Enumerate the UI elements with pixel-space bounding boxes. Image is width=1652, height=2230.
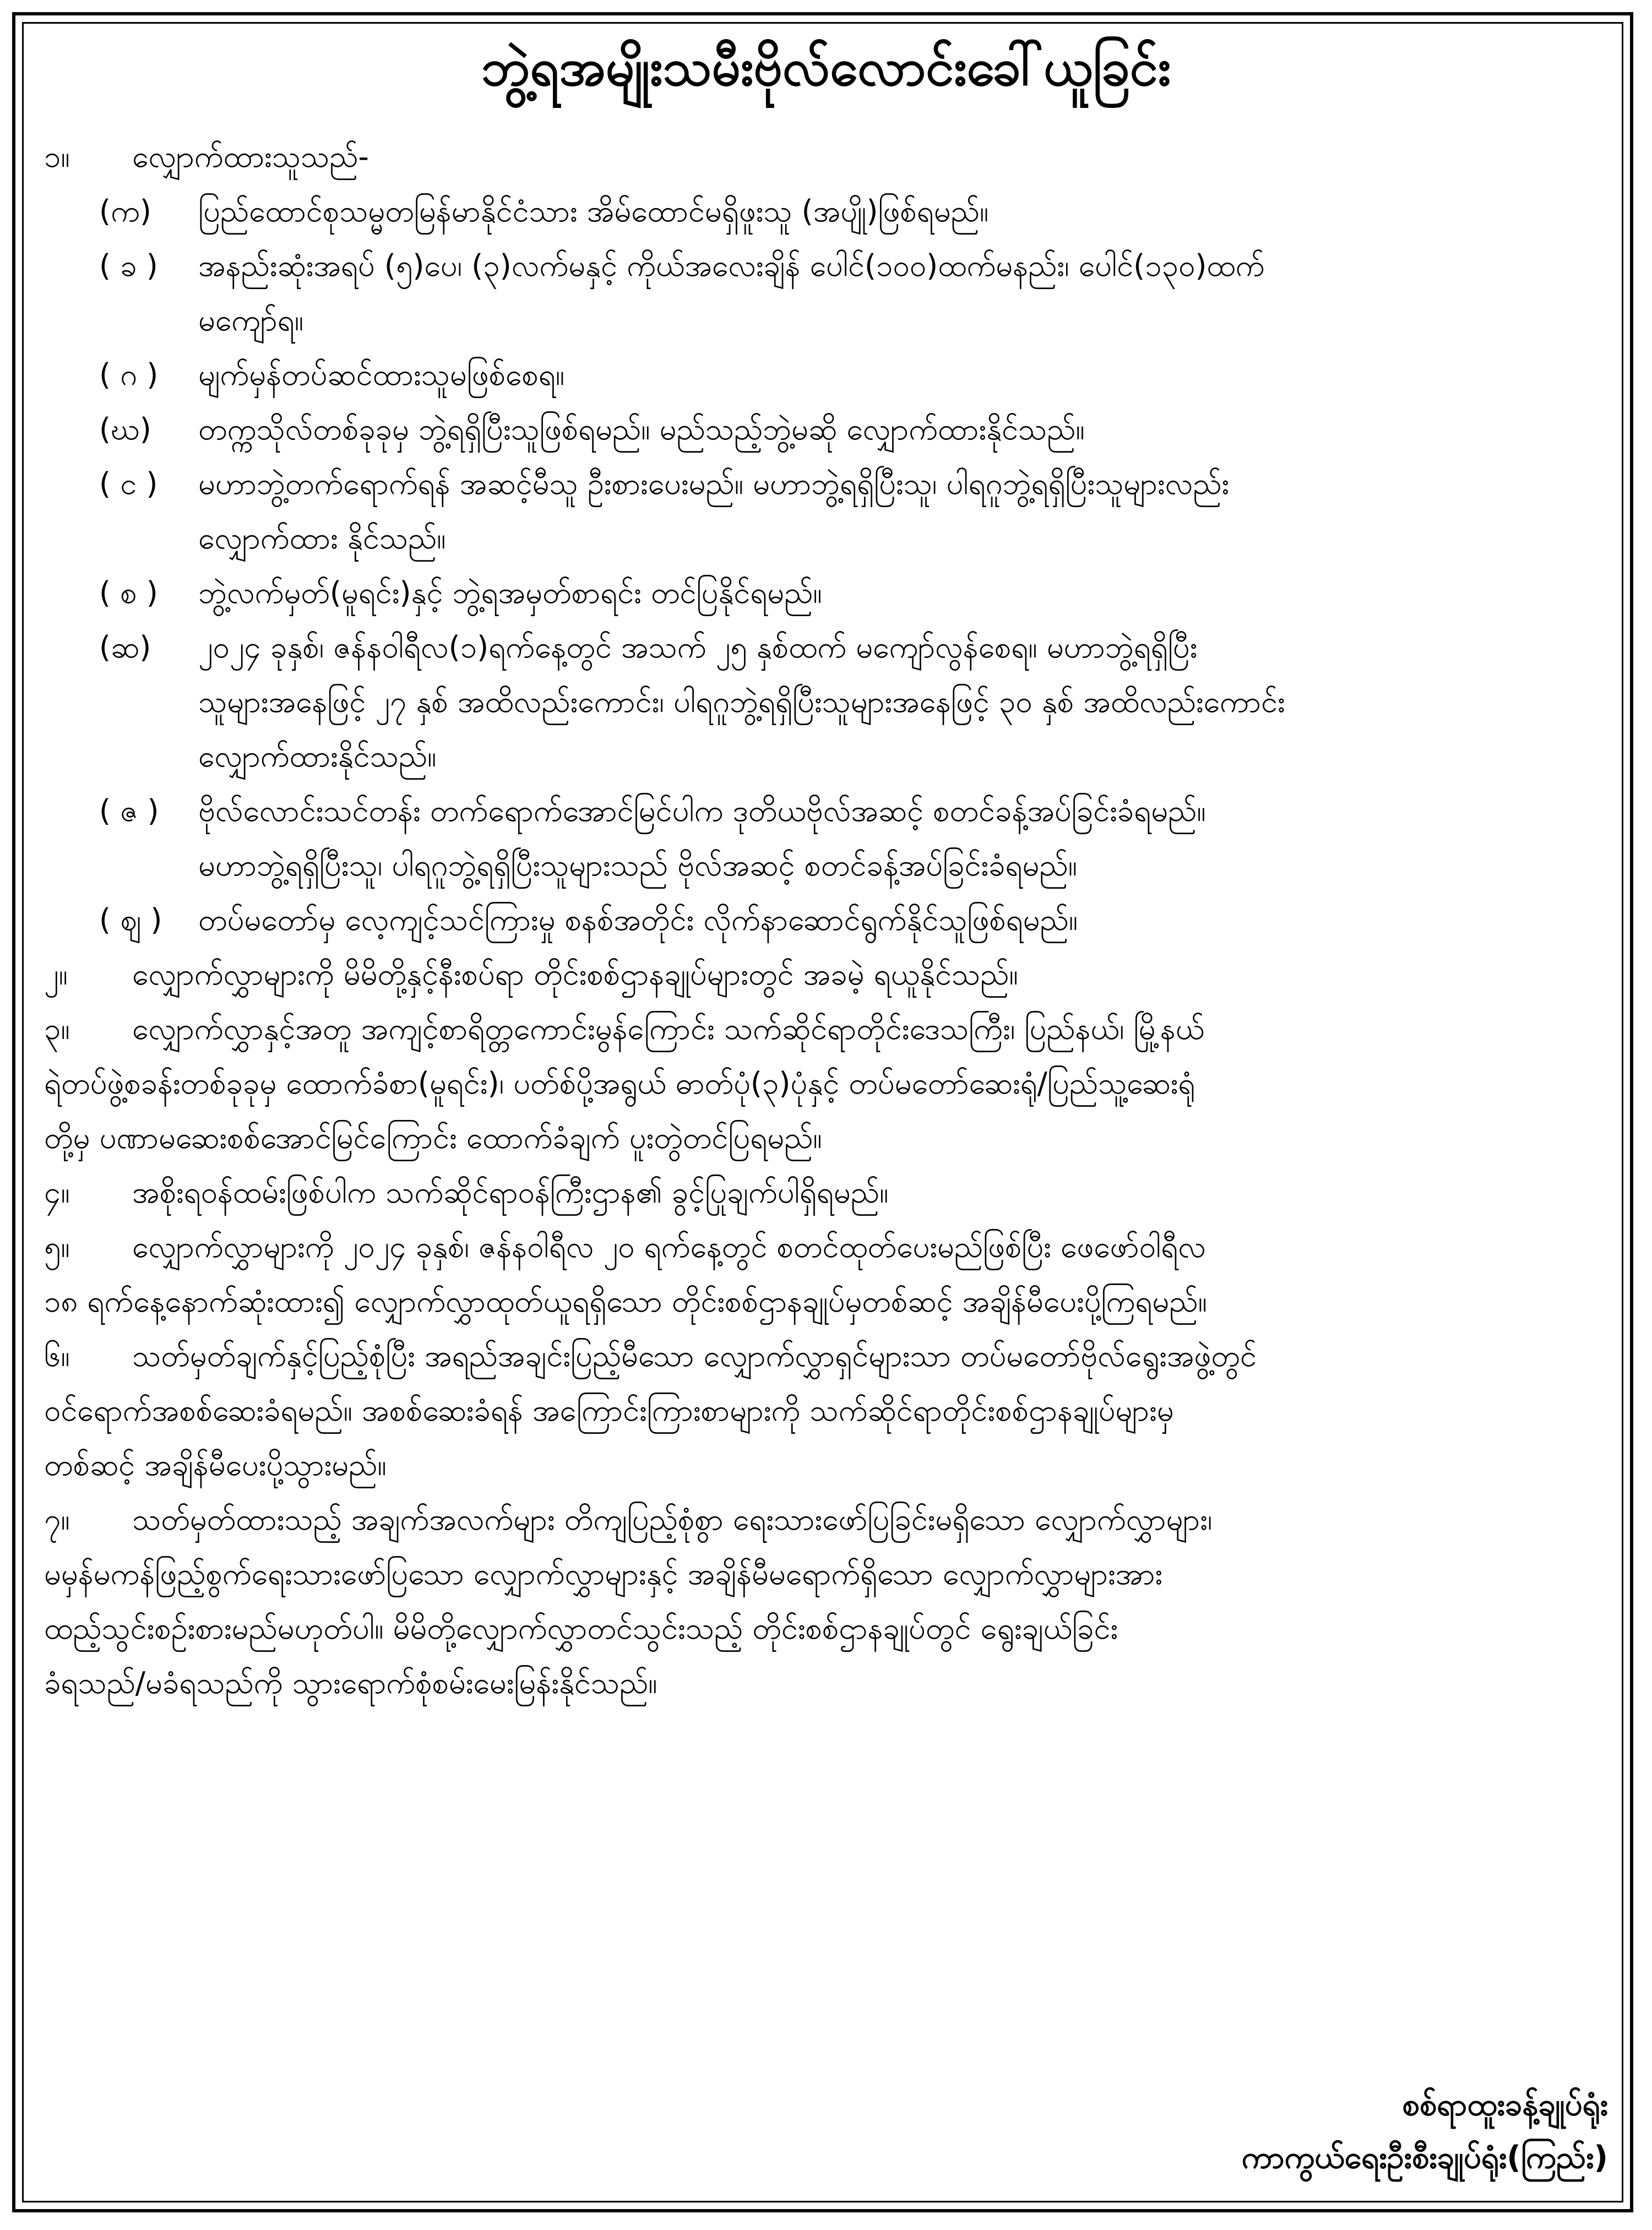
subitem-line (44, 893, 1608, 947)
section-line (44, 1329, 1608, 1383)
section-text: သတ်မှတ်ထားသည့် အချက်အလက်များ တိကျပြည့်စုံစွာ ရေးသားဖော်ပြခြင်းမရှိသော လျှောက်လွှာများ၊ (132, 1502, 1213, 1537)
subitem-label: (ဆ) (99, 630, 151, 665)
section-text: တစ်ဆင့် အချိန်မီပေးပို့သွားမည်။ (44, 1448, 387, 1482)
section-text: ၁၈ ရက်နေ့နောက်ဆုံးထား၍ လျှောက်လွှာထုတ်ယူရရှိသော တိုင်းစစ်ဌာနချုပ်မှတစ်ဆင့် အချိန်မီပေးပို့ကြရမည်။ (44, 1284, 1207, 1319)
section-text: လျှောက်ထားသူသည်- (132, 139, 369, 174)
subitem-line (44, 838, 1608, 893)
subitem-line (44, 184, 1608, 238)
subitem-text: ဘွဲ့လက်မှတ်(မူရင်း)နှင့် ဘွဲ့ရအမှတ်စာရင်း တင်ပြနိုင်ရမည်။ (198, 575, 822, 610)
subitem-label: ( ခ ) (99, 248, 158, 283)
subitem-text: မကျော်ရ။ (198, 303, 304, 338)
subitem-line (44, 238, 1608, 293)
subitem-label: ( ဈ ) (99, 902, 162, 937)
section-number: ၄။ (44, 1175, 70, 1210)
subitem-text: မျက်မှန်တပ်ဆင်ထားသူမဖြစ်စေရ။ (198, 357, 565, 392)
section-line (44, 1492, 1608, 1547)
subitem-text: တပ်မတော်မှ လေ့ကျင့်သင်ကြားမှု စနစ်အတိုင်း လိုက်နာဆောင်ရွက်နိုင်သူဖြစ်ရမည်။ (198, 902, 1078, 937)
section-text: အစိုးရဝန်ထမ်းဖြစ်ပါက သက်ဆိုင်ရာဝန်ကြီးဌာန၏ ခွင့်ပြုချက်ပါရှိရမည်။ (132, 1175, 889, 1210)
subitem-label: (ဃ) (99, 412, 151, 447)
subitem-label: ( ဇ ) (99, 793, 159, 828)
subitem-label: ( ဂ ) (99, 357, 159, 392)
subitem-text: မဟာဘွဲ့တက်ရောက်ရန် အဆင့်မီသူ ဦးစားပေးမည်။ မဟာဘွဲ့ရရှိပြီးသူ၊ ပါရဂူဘွဲ့ရရှိပြီးသူများလည်း (198, 466, 1230, 501)
subitem-text: မဟာဘွဲ့ရရှိပြီးသူ၊ ပါရဂူဘွဲ့ရရှိပြီးသူများသည် ဗိုလ်အဆင့် စတင်ခန့်အပ်ခြင်းခံရမည်။ (198, 848, 1077, 883)
section-text: ဝင်ရောက်အစစ်ဆေးခံရမည်။ အစစ်ဆေးခံရန် အကြောင်းကြားစာများကို သက်ဆိုင်ရာတိုင်းစစ်ဌာနချုပ်များမှ (44, 1393, 1174, 1428)
subitem-line (44, 784, 1608, 838)
subitem-text: ပြည်ထောင်စုသမ္မတမြန်မာနိုင်ငံသား အိမ်ထောင်မရှိဖူးသူ (အပျို)ဖြစ်ရမည်။ (198, 194, 989, 229)
subitem-text: လျှောက်ထားနိုင်သည်။ (198, 739, 437, 774)
subitem-line (44, 729, 1608, 784)
section-line (44, 1274, 1608, 1329)
subitem-line (44, 293, 1608, 347)
section-number: ၂။ (44, 957, 68, 992)
section-line (44, 1656, 1608, 1710)
section-line (44, 1002, 1608, 1056)
section-text: ထည့်သွင်းစဉ်းစားမည်မဟုတ်ပါ။ မိမိတို့လျှောက်လွှာတင်သွင်းသည့် တိုင်းစစ်ဌာနချုပ်တွင် ရွေးချယ်ခြင်း (44, 1611, 1118, 1646)
signature-block (1242, 2079, 1608, 2184)
signature-department: ကာကွယ်ရေးဦးစီးချုပ်ရုံး(ကြည်း) (1241, 2140, 1608, 2175)
section-number: ၃။ (44, 1011, 70, 1046)
section-text: ရဲတပ်ဖွဲ့စခန်းတစ်ခုခုမှ ထောက်ခံစာ(မူရင်း)၊ ပတ်စ်ပို့အရွယ် ဓာတ်ပုံ(၃)ပုံနှင့် တပ်မတော်ဆေးရုံ/ပြည်သူ့ဆေးရုံ (44, 1066, 1195, 1101)
subitem-text: တက္ကသိုလ်တစ်ခုခုမှ ဘွဲ့ရရှိပြီးသူဖြစ်ရမည်။ မည်သည့်ဘွဲ့မဆို လျှောက်ထားနိုင်သည်။ (198, 412, 1085, 447)
section-line (44, 1165, 1608, 1220)
section-line (44, 947, 1608, 1002)
section-line (44, 1383, 1608, 1438)
subitem-text: သူများအနေဖြင့် ၂၇ နှစ် အထိလည်းကောင်း၊ ပါရဂူဘွဲ့ရရှိပြီးသူများအနေဖြင့် ၃၀ နှစ် အထိလည်းကောင်း (198, 684, 1285, 719)
subitem-line (44, 620, 1608, 675)
section-text: မမှန်မကန်ဖြည့်စွက်ရေးသားဖော်ပြသော လျှောက်လွှာများနှင့် အချိန်မီမရောက်ရှိသော လျှောက်လွှာများအား (44, 1557, 1163, 1591)
subitem-text: ဗိုလ်လောင်းသင်တန်း တက်ရောက်အောင်မြင်ပါက ဒုတိယဗိုလ်အဆင့် စတင်ခန့်အပ်ခြင်းခံရမည်။ (198, 793, 1206, 828)
section-text: သတ်မှတ်ချက်နှင့်ပြည့်စုံပြီး အရည်အချင်းပြည့်မီသော လျှောက်လွှာရှင်များသာ တပ်မတော်ဗိုလ်ရွေးအဖွဲ့တွင် (132, 1339, 1257, 1373)
section-number: ၇။ (44, 1502, 70, 1537)
section-line (44, 1438, 1608, 1492)
section-text: လျှောက်လွှာများကို ၂၀၂၄ ခုနှစ်၊ ဇန်နဝါရီလ ၂၀ ရက်နေ့တွင် စတင်ထုတ်ပေးမည်ဖြစ်ပြီး ဖေဖော်ဝါရီလ (132, 1230, 1206, 1264)
subitem-line (44, 456, 1608, 511)
document-title: ဘွဲ့ရအမျိုးသမီးဗိုလ်လောင်းခေါ်ယူခြင်း (481, 38, 1171, 97)
section-line (44, 129, 1608, 184)
section-line (44, 1056, 1608, 1111)
subitem-line (44, 347, 1608, 402)
subitem-text: အနည်းဆုံးအရပ် (၅)ပေ၊ (၃)လက်မနှင့် ကိုယ်အလေးချိန် ပေါင်(၁၀၀)ထက်မနည်း၊ ပေါင်(၁၃၀)ထက် (198, 248, 1265, 283)
section-number: ၆။ (44, 1339, 70, 1373)
section-line (44, 1547, 1608, 1601)
subitem-label: (က) (99, 194, 151, 229)
section-text: လျှောက်လွှာများကို မိမိတို့နှင့်နီးစပ်ရာ တိုင်းစစ်ဌာနချုပ်များတွင် အခမဲ့ ရယူနိုင်သည်။ (132, 957, 1018, 992)
section-text: ခံရသည်/မခံရသည်ကို သွားရောက်စုံစမ်းမေးမြန်းနိုင်သည်။ (44, 1666, 657, 1700)
subitem-text: လျှောက်ထား နိုင်သည်။ (198, 521, 446, 556)
subitem-label: ( င ) (99, 466, 158, 501)
section-text: လျှောက်လွှာနှင့်အတူ အကျင့်စာရိတ္တကောင်းမွန်ကြောင်း သက်ဆိုင်ရာတိုင်းဒေသကြီး၊ ပြည်နယ်၊ မြို့နယ် (132, 1011, 1205, 1046)
subitem-line (44, 565, 1608, 620)
subitem-line (44, 402, 1608, 456)
section-line (44, 1601, 1608, 1656)
section-number: ၅။ (44, 1230, 70, 1264)
section-number: ၁။ (44, 139, 70, 174)
subitem-text: ၂၀၂၄ ခုနှစ်၊ ဇန်နဝါရီလ(၁)ရက်နေ့တွင် အသက် ၂၅ နှစ်ထက် မကျော်လွန်စေရ။ မဟာဘွဲ့ရရှိပြီး (198, 630, 1198, 665)
section-line (44, 1111, 1608, 1165)
section-text: တို့မှ ပဏာမဆေးစစ်အောင်မြင်ကြောင်း ထောက်ခံချက် ပူးတွဲတင်ပြရမည်။ (44, 1121, 822, 1155)
subitem-line (44, 675, 1608, 729)
signature-office: စစ်ရာထူးခန့်ချုပ်ရုံး (1402, 2087, 1608, 2123)
subitem-line (44, 511, 1608, 565)
section-line (44, 1220, 1608, 1274)
subitem-label: ( စ ) (99, 575, 158, 610)
document-body (44, 129, 1608, 1710)
